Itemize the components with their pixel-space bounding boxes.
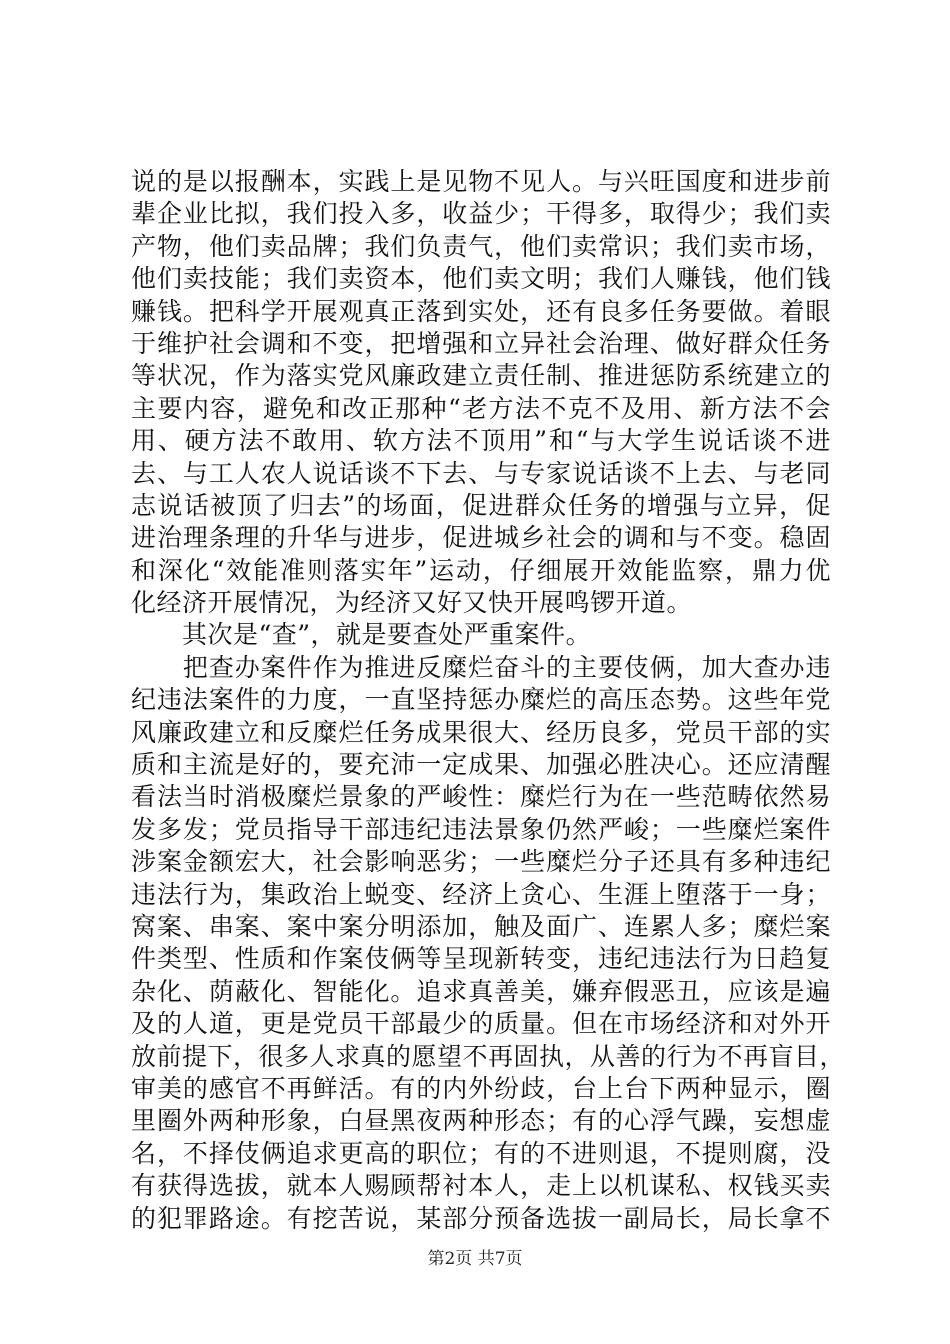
text-line: 窝案、串案、案中案分明添加，触及面广、连累人多；糜烂案 [131,911,831,941]
text-line: 风廉政建立和反糜烂任务成果很大、经历良多，党员干部的实 [131,717,831,747]
text-line: 等状况，作为落实党风廉政建立责任制、推进惩防系统建立的 [131,361,831,391]
text-line: 说的是以报酬本，实践上是见物不见人。与兴旺国度和进步前 [131,167,831,196]
text-line: 志说话被顶了归去”的场面，促进群众任务的增强与立异，促 [131,490,831,520]
text-line: 纪违法案件的力度，一直坚持惩办糜烂的高压态势。这些年党 [131,685,831,715]
text-line: 和深化“效能准则落实年”运动，仔细展开效能监察，鼎力优 [131,555,831,585]
text-line: 及的人道，更是党员干部最少的质量。但在市场经济和对外开 [131,1009,831,1039]
page-footer: 第2页 共7页 [427,1249,523,1269]
text-line: 辈企业比拟，我们投入多，收益少；干得多，取得少；我们卖 [131,199,831,229]
text-line: 涉案金额宏大，社会影响恶劣；一些糜烂分子还具有多种违纪 [131,847,831,877]
text-line: 名，不择伎俩追求更高的职位；有的不进则退，不提则腐，没 [131,1138,831,1168]
text-line: 用、硬方法不敢用、软方法不顶用”和“与大学生说话谈不进 [131,426,831,456]
text-line: 产物，他们卖品牌；我们负责气，他们卖常识；我们卖市场， [131,231,831,261]
text-line: 赚钱。把科学开展观真正落到实处，还有良多任务要做。着眼 [131,296,831,326]
text-line: 放前提下，很多人求真的愿望不再固执，从善的行为不再盲目， [131,1041,846,1071]
text-line: 把查办案件作为推进反糜烂奋斗的主要伎俩，加大查办违 [131,652,831,682]
text-line: 他们卖技能；我们卖资本，他们卖文明；我们人赚钱，他们钱 [131,264,831,294]
text-line: 主要内容，避免和改正那种“老方法不克不及用、新方法不会 [131,393,831,423]
text-line: 其次是“查”，就是要查处严重案件。 [131,620,592,650]
text-line: 看法当时消极糜烂景象的严峻性：糜烂行为在一些范畴依然易 [131,782,831,812]
text-line: 质和主流是好的，要充沛一定成果、加强必胜决心。还应清醒 [131,750,831,780]
text-line: 里圈外两种形象，白昼黑夜两种形态；有的心浮气躁，妄想虚 [131,1106,831,1136]
text-line: 的犯罪路途。有挖苦说，某部分预备选拔一副局长，局长拿不 [131,1203,831,1233]
text-line: 件类型、性质和作案伎俩等呈现新转变，违纪违法行为日趋复 [131,944,831,974]
text-line: 进治理条理的升华与进步，促进城乡社会的调和与不变。稳固 [131,523,831,553]
text-line: 发多发；党员指导干部违纪违法景象仍然严峻；一些糜烂案件 [131,814,831,844]
text-line: 杂化、荫蔽化、智能化。追求真善美，嫌弃假恶丑，应该是遍 [131,976,831,1006]
text-line: 去、与工人农人说话谈不下去、与专家说话谈不上去、与老同 [131,458,831,488]
text-line: 于维护社会调和不变，把增强和立异社会治理、做好群众任务 [131,328,831,358]
text-line: 违法行为，集政治上蜕变、经济上贪心、生涯上堕落于一身； [131,879,831,909]
text-line: 化经济开展情况，为经济又好又快开展鸣锣开道。 [131,588,693,618]
body-text [131,166,846,1235]
text-line: 有获得选拔，就本人赐顾帮衬本人，走上以机谋私、权钱买卖 [131,1171,831,1201]
text-line: 审美的感官不再鲜活。有的内外纷歧，台上台下两种显示，圈 [131,1073,831,1103]
